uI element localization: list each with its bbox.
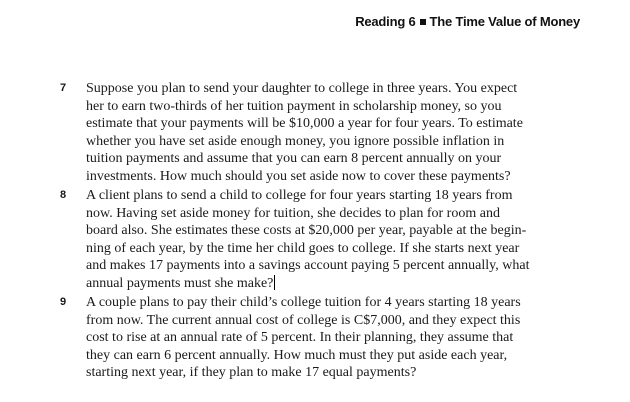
problem-text: annual payments must she make?: [86, 275, 274, 291]
reading-title: The Time Value of Money: [429, 14, 580, 29]
problem-text-line: from now. The current annual cost of college is C$7,000, and they expect this: [86, 312, 521, 328]
problem-text-line: estimate that your payments will be $10,000 a year for four years. To estimate: [86, 116, 523, 131]
problem-number: 8: [60, 189, 67, 201]
problem-text-line: cost to rise at an annual rate of 5 percent. In their planning, they assume that: [86, 330, 514, 345]
problem-text-line: her to earn two-thirds of her tuition payment in scholarship money, so you: [86, 98, 502, 114]
problem-text-line: investments. How much should you set aside now to cover these payments?: [86, 168, 511, 184]
text-cursor: [274, 275, 275, 290]
problem-text-line: whether you have set aside enough money, you ignore possible inflation in: [86, 133, 505, 149]
problem-9: [60, 294, 580, 382]
problem-text-line: A couple plans to pay their child’s college tuition for 4 years starting 18 years: [86, 295, 521, 310]
problem-text-line: ning of each year, by the time her child goes to college. If she starts next year: [86, 240, 520, 256]
problem-text-line: and makes 17 payments into a savings account paying 5 percent annually, what: [86, 258, 530, 273]
problem-text-line: Suppose you plan to send your daughter to college in three years. You expect: [86, 81, 518, 96]
problem-text-line-with-caret[interactable]: [86, 275, 580, 293]
problem-text-line: starting next year, if they plan to make 17 equal payments?: [86, 365, 417, 380]
problem-number: 9: [60, 296, 67, 308]
problem-text-line: they can earn 6 percent annually. How much must they put aside each year,: [86, 347, 508, 363]
reading-number: Reading 6: [355, 14, 416, 29]
running-header: [355, 14, 580, 29]
problem-list: [60, 80, 580, 382]
problem-text-line: board also. She estimates these costs at $20,000 per year, payable at the begin-: [86, 223, 527, 238]
problem-text-line: A client plans to send a child to college for four years starting 18 years from: [86, 188, 513, 203]
problem-number: 7: [60, 82, 67, 94]
problem-7: [60, 80, 580, 185]
problem-text-line: now. Having set aside money for tuition, she decides to plan for room and: [86, 205, 500, 221]
problem-8: [60, 187, 580, 292]
square-separator-icon: [420, 19, 426, 25]
problem-text-line: tuition payments and assume that you can earn 8 percent annually on your: [86, 151, 502, 166]
